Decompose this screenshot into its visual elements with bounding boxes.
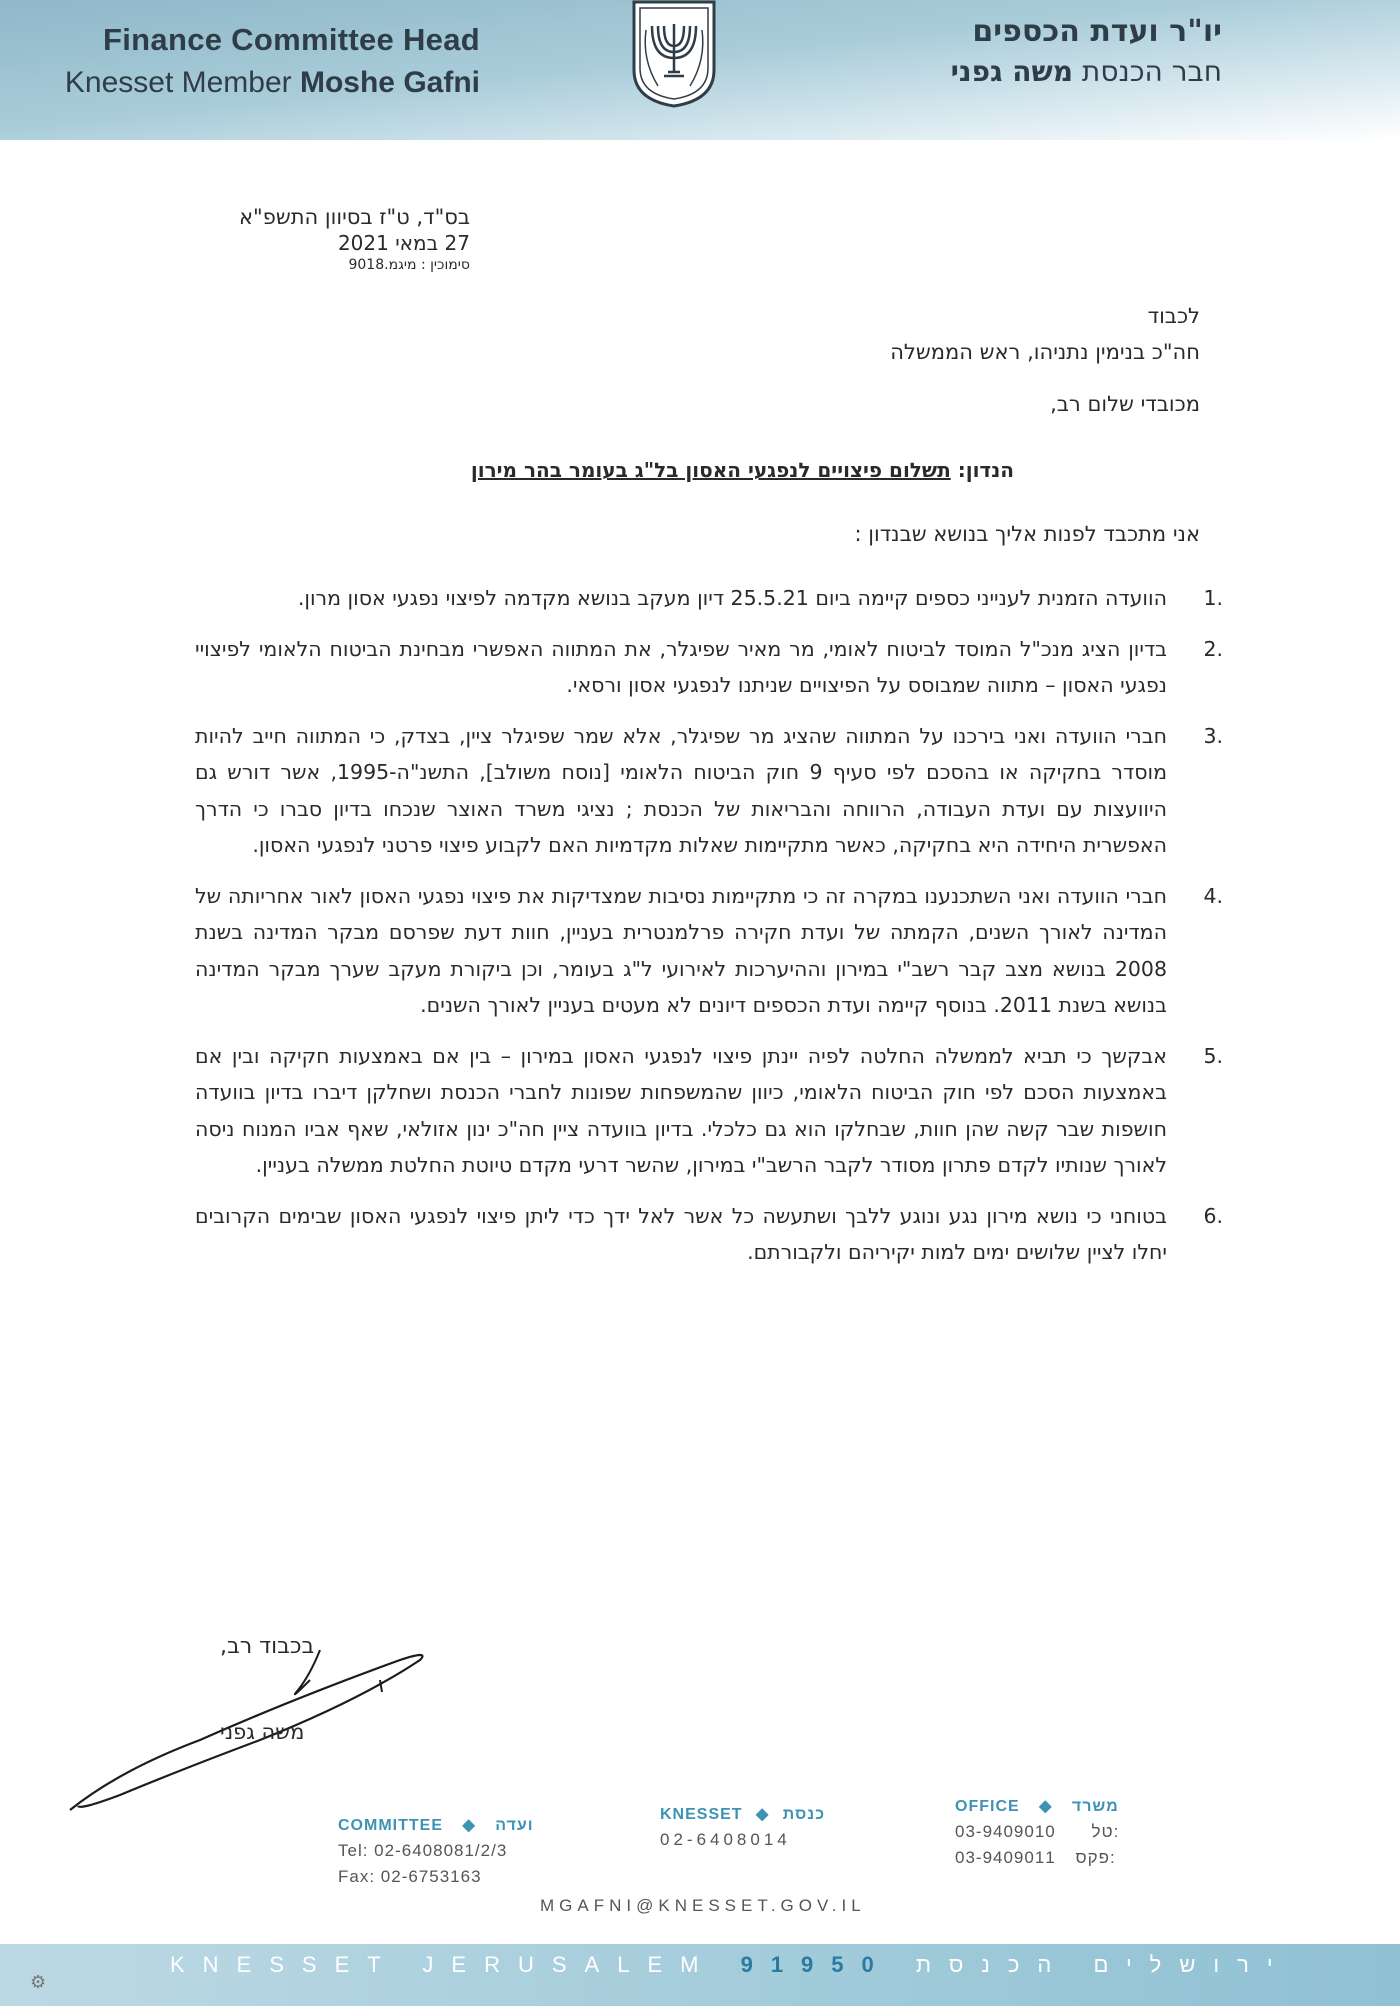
committee-heading: COMMITTEE ◆ ועדה xyxy=(338,1817,534,1834)
list-item xyxy=(195,631,1223,704)
office-tel-row xyxy=(955,1822,1119,1842)
greeting: מכובדי שלום רב, xyxy=(1050,392,1200,416)
committee-label-he: ועדה xyxy=(495,1817,534,1834)
list-item xyxy=(195,580,1223,617)
office-tel: 03-9409010 xyxy=(955,1822,1056,1841)
knesset-phone: 02-6408014 xyxy=(660,1830,791,1849)
date-gregorian: 27 במאי 2021 xyxy=(337,231,470,255)
menorah-emblem-icon xyxy=(628,0,720,108)
item-text: חברי הוועדה ואני השתכנענו במקרה זה כי מתקיימות נסיבות שמצדיקות את פיצוי נפגעי האסון לאור אחריותה של המדינה לאורך השנים, הקמתה של ועדת חקירה פרלמנטרית בעניין, חוות דעת שפרסם מבקר המדינה בשנת 2008 בנושא מצב קבר רשב"י במירון וההיערכות לאירועי ל"ג בעומר, וכן ביקורת מעקב שערך מבקר המדינה בנושא בשנת 2011. בנוסף קיימה ועדת הכספים דיונים לא מעטים בעניין לאורך השנים. xyxy=(195,883,1167,1017)
numbered-items xyxy=(195,580,1223,1285)
office-fax-row xyxy=(955,1848,1119,1868)
list-item xyxy=(195,1038,1223,1184)
item-number: 6. xyxy=(1203,1203,1223,1228)
committee-fax: Fax: 02-6753163 xyxy=(338,1867,482,1886)
footer-office xyxy=(955,1796,1119,1868)
item-number: 5. xyxy=(1203,1043,1223,1068)
band-hebrew: ירושלים הכנסת xyxy=(915,1952,1291,1977)
stylus-mark-icon: ⚙ xyxy=(30,1972,47,1993)
item-number: 2. xyxy=(1203,636,1223,661)
he-title: יו"ר ועדת הכספים xyxy=(972,14,1222,49)
footer-committee xyxy=(338,1815,534,1887)
recipient-prefix: לכבוד xyxy=(1147,304,1200,328)
footer-email: MGAFNI@KNESSET.GOV.IL xyxy=(540,1896,866,1915)
header-hebrew xyxy=(802,14,1222,88)
en-member-line xyxy=(60,66,480,100)
footer-knesset xyxy=(660,1804,825,1850)
item-number: 3. xyxy=(1203,723,1223,748)
item-text: אבקשך כי תביא לממשלה החלטה לפיה יינתן פיצוי לנפגעי האסון במירון – בין אם באמצעות חקיקה ובין אם באמצעות הסכם לפי חוק הביטוח הלאומי, כיוון שהמשפחות שפונות לחברי הכנסת ושחלקן דיברו בדיון בוועדה חושפות שבר קשה שהן חוות, שבחלקו הוא גם כלכלי. בדיון בוועדה ציין חה"כ ינון אזולאי, שאף אביו המנוח ניסה לאורך שנותיו לקדם פתרון מסודר לקבר הרשב"י במירון, שהשר דרעי מקדם טיוטת החלטת ממשלה בעניין. xyxy=(195,1043,1167,1177)
closing: בכבוד רב, xyxy=(220,1634,315,1659)
item-number: 1. xyxy=(1203,586,1223,610)
date-block xyxy=(170,205,470,273)
signer-name: משה גפני xyxy=(220,1720,305,1744)
recipient-block xyxy=(500,298,1200,370)
date-hebrew: בס"ד, ט"ז בסיוון התשפ"א xyxy=(239,205,470,229)
header-english xyxy=(60,22,480,100)
list-item xyxy=(195,1198,1223,1271)
intro-line: אני מתכבד לפנות אליך בנושא שבנדון : xyxy=(854,522,1200,546)
item-text: בטוחני כי נושא מירון נגע ונוגע ללבך ושתעשה כל אשר לאל ידך כדי ליתן פיצוי לנפגעי האסון שבימים הקרובים יחלו לציין שלושים ימים למות יקיריהם ולקבורתם. xyxy=(195,1203,1167,1264)
knesset-heading: KNESSET ◆ כנסת xyxy=(660,1806,826,1823)
office-heading: OFFICE ◆ משרד xyxy=(955,1798,1119,1815)
he-member-line xyxy=(802,55,1222,88)
knesset-label: KNESSET xyxy=(660,1806,743,1823)
subject-line xyxy=(314,458,1014,482)
band-zip: 91950 xyxy=(740,1952,892,1977)
item-text: בדיון הציג מנכ"ל המוסד לביטוח לאומי, מר מאיר שפיגלר, את המתווה האפשרי מבחינת הביטוח הלאומי לפיצויי נפגעי האסון – מתווה שמבוסס על הפיצויים שניתנו לנפגעי אסון ורסאי. xyxy=(195,636,1167,697)
subject-text: תשלום פיצויים לנפגעי האסון בל"ג בעומר בהר מירון xyxy=(470,458,951,482)
office-fax-label: פקס: xyxy=(1075,1848,1116,1867)
en-member-name: Moshe Gafni xyxy=(299,66,480,99)
committee-label: COMMITTEE xyxy=(338,1817,443,1834)
item-text: חברי הוועדה ואני בירכנו על המתווה שהציג מר שפיגלר, אלא שמר שפיגלר ציין, בצדק, כי המתווה חייב להיות מוסדר בחקיקה או בהסכם לפי סעיף 9 חוק הביטוח הלאומי [נוסח משולב], התשנ"ה-1995, אשר דורש גם היוועצות עם ועדת העבודה, הרווחה והבריאות של הכנסת ; נציגי משרד האוצר שנכחו בדיון סברו כי הדרך האפשרית היחידה היא בחקיקה, כאשר מתקיימות שאלות מקדמיות האם לקבוע פיצוי פרטני לנפגעי האסון. xyxy=(195,723,1168,857)
list-item xyxy=(195,718,1223,864)
office-tel-label: טל: xyxy=(1091,1822,1120,1841)
recipient-name: חה"כ בנימין נתניהו, ראש הממשלה xyxy=(890,340,1200,364)
footer-band-text xyxy=(170,1952,1291,1978)
item-number: 4. xyxy=(1203,883,1223,908)
knesset-label-he: כנסת xyxy=(782,1806,826,1823)
he-member-prefix: חבר הכנסת xyxy=(1081,55,1222,88)
office-label: OFFICE xyxy=(955,1798,1020,1815)
committee-tel: Tel: 02-6408081/2/3 xyxy=(338,1841,508,1860)
en-title: Finance Committee Head xyxy=(103,22,480,57)
band-english: KNESSET JERUSALEM xyxy=(170,1952,717,1977)
office-label-he: משרד xyxy=(1071,1798,1119,1815)
item-text: הוועדה הזמנית לענייני כספים קיימה ביום 25.5.21 דיון מעקב בנושא מקדמה לפיצוי נפגעי אסון מרון. xyxy=(297,586,1167,610)
en-member-prefix: Knesset Member xyxy=(64,66,292,99)
office-fax: 03-9409011 xyxy=(955,1848,1056,1867)
he-member-name: משה גפני xyxy=(950,55,1074,88)
reference-number: סימוכין : מיגמ.9018 xyxy=(348,257,470,273)
subject-label: הנדון: xyxy=(957,458,1014,482)
list-item xyxy=(195,878,1223,1024)
